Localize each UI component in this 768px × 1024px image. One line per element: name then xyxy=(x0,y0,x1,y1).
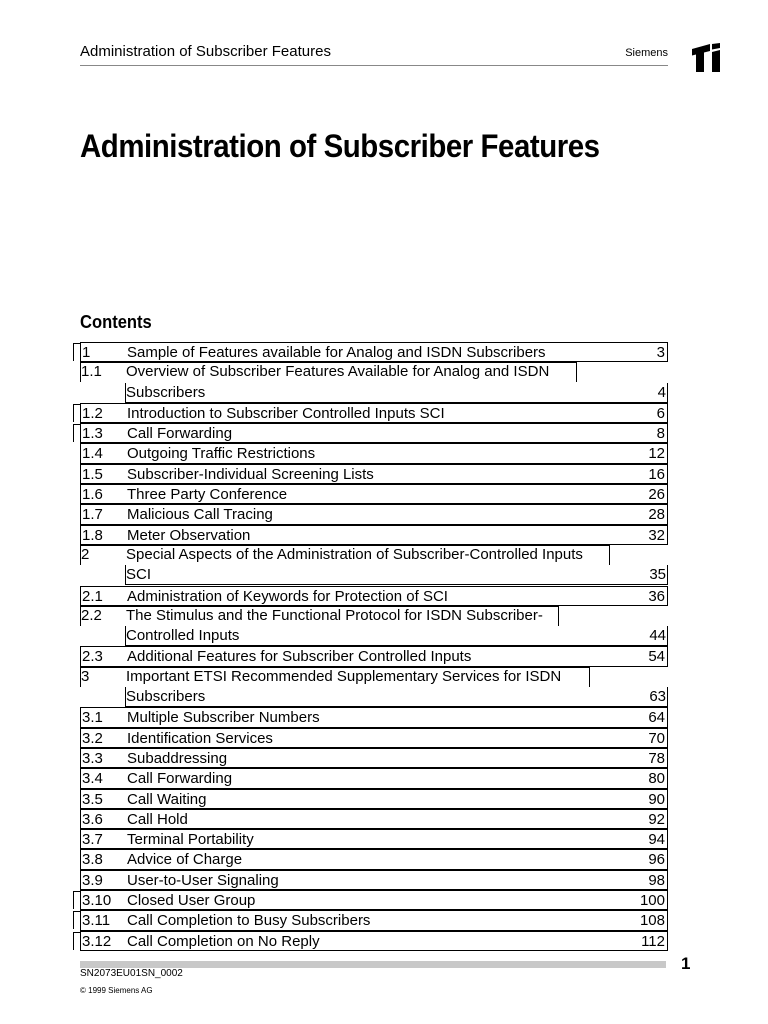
toc-entry-line xyxy=(80,525,668,545)
toc-entry-title: Subaddressing xyxy=(127,749,228,767)
toc-entry-line xyxy=(80,707,668,727)
toc-entry[interactable] xyxy=(80,443,668,463)
toc-entry[interactable] xyxy=(80,829,668,849)
toc-entry-page: 63 xyxy=(649,688,666,706)
toc-entry[interactable] xyxy=(80,646,668,666)
footer-rule xyxy=(80,961,666,968)
running-header xyxy=(80,43,668,65)
toc-entry[interactable] xyxy=(80,931,668,951)
toc-entry-title: Additional Features for Subscriber Controlled Inputs xyxy=(127,648,472,666)
toc-entry-page: 6 xyxy=(656,404,665,422)
toc-entry-title: Meter Observation xyxy=(127,526,251,544)
toc-entry-frame xyxy=(125,383,668,403)
toc-entry-marker xyxy=(73,932,81,950)
toc-entry-line xyxy=(80,464,668,484)
toc-entry-number: 2.2 xyxy=(81,606,102,624)
toc-entry-line xyxy=(80,423,668,443)
toc-entry-line xyxy=(80,586,668,606)
toc-entry-title: Important ETSI Recommended Supplementary Services for ISDN xyxy=(126,667,562,685)
toc-entry-title: The Stimulus and the Functional Protocol for ISDN Subscriber- xyxy=(126,606,543,624)
toc-entry-page: 98 xyxy=(648,871,665,889)
toc-entry-line xyxy=(80,849,668,869)
toc-entry-page: 92 xyxy=(648,810,665,828)
toc-entry-number: 1.6 xyxy=(82,486,103,504)
toc-entry-marker xyxy=(73,911,81,929)
toc-entry-line xyxy=(80,931,668,951)
toc-entry-line xyxy=(80,789,668,809)
toc-entry-number: 3.4 xyxy=(82,770,103,788)
running-header-brand: Siemens xyxy=(625,47,668,59)
toc-entry-title: Call Completion to Busy Subscribers xyxy=(127,912,371,930)
toc-entry-line xyxy=(80,484,668,504)
toc-entry[interactable] xyxy=(80,728,668,748)
toc-entry[interactable] xyxy=(80,586,668,606)
toc-entry-page: 3 xyxy=(656,344,665,361)
toc-entry-frame xyxy=(80,667,590,687)
toc-entry-line xyxy=(80,809,668,829)
toc-entry-number: 3.12 xyxy=(82,932,112,950)
toc-entry[interactable] xyxy=(80,870,668,890)
toc-entry-number: 1.2 xyxy=(82,404,103,422)
toc-entry-number: 1.3 xyxy=(82,425,103,443)
toc-entry-number: 1.8 xyxy=(82,526,103,544)
toc-entry-line xyxy=(80,768,668,788)
toc-entry-number: 1.4 xyxy=(82,445,103,463)
toc-entry[interactable] xyxy=(80,748,668,768)
toc-entry-line xyxy=(80,606,668,626)
toc-entry-title: Call Hold xyxy=(127,810,188,828)
toc-entry-marker xyxy=(73,891,81,909)
toc-entry-line xyxy=(80,728,668,748)
toc-entry-line xyxy=(80,667,668,687)
toc-entry-page: 70 xyxy=(648,729,665,747)
toc-entry[interactable] xyxy=(80,525,668,545)
toc-entry-line xyxy=(80,626,668,646)
table-of-contents xyxy=(80,342,668,951)
toc-entry-title-continued: Controlled Inputs xyxy=(126,627,240,645)
toc-entry[interactable] xyxy=(80,768,668,788)
toc-entry[interactable] xyxy=(80,849,668,869)
toc-entry-title: Call Waiting xyxy=(127,790,207,808)
toc-entry-marker xyxy=(73,404,81,422)
toc-entry-title: Identification Services xyxy=(127,729,273,747)
toc-entry-line xyxy=(80,443,668,463)
toc-entry[interactable] xyxy=(80,707,668,727)
toc-entry-title-continued: Subscribers xyxy=(126,688,206,706)
toc-entry-title: Closed User Group xyxy=(127,892,256,910)
toc-entry[interactable] xyxy=(80,667,668,708)
toc-entry-line xyxy=(80,383,668,403)
toc-entry-line xyxy=(80,565,668,585)
toc-entry-page: 94 xyxy=(648,831,665,849)
header-rule xyxy=(80,65,668,66)
toc-entry-title: Terminal Portability xyxy=(127,831,254,849)
toc-entry-page: 4 xyxy=(657,383,666,401)
toc-entry-page: 64 xyxy=(648,709,665,727)
toc-entry-page: 35 xyxy=(649,566,666,584)
toc-entry-number: 3.5 xyxy=(82,790,103,808)
toc-entry-number: 3.2 xyxy=(82,729,103,747)
siemens-ti-logo-icon xyxy=(690,43,724,73)
toc-entry-marker xyxy=(73,343,81,361)
toc-entry-title: Outgoing Traffic Restrictions xyxy=(127,445,316,463)
toc-entry-line xyxy=(80,870,668,890)
toc-entry-page: 108 xyxy=(639,912,665,930)
toc-entry-number: 2.3 xyxy=(82,648,103,666)
toc-entry-line xyxy=(80,687,668,707)
toc-entry-title: Call Forwarding xyxy=(127,425,233,443)
toc-entry-number: 3.11 xyxy=(82,912,111,930)
toc-entry-page: 44 xyxy=(649,627,666,645)
toc-entry-title: Malicious Call Tracing xyxy=(127,506,273,524)
toc-entry-number: 2 xyxy=(81,545,90,563)
toc-entry-frame xyxy=(80,606,559,626)
toc-entry-number: 3.8 xyxy=(82,851,103,869)
document-title: Administration of Subscriber Features xyxy=(80,128,600,164)
toc-entry-line xyxy=(80,504,668,524)
toc-entry[interactable] xyxy=(80,342,668,362)
toc-entry[interactable] xyxy=(80,423,668,443)
toc-entry[interactable] xyxy=(80,362,668,403)
toc-entry-page: 54 xyxy=(648,648,665,666)
toc-entry-title: Special Aspects of the Administration of Subscriber-Controlled Inputs xyxy=(126,545,583,563)
toc-entry-frame xyxy=(125,565,668,585)
toc-entry-page: 80 xyxy=(648,770,665,788)
page-number: 1 xyxy=(681,954,691,973)
toc-entry-page: 12 xyxy=(648,445,665,463)
toc-entry[interactable] xyxy=(80,403,668,423)
toc-entry-line xyxy=(80,342,668,362)
toc-entry-line xyxy=(80,646,668,666)
toc-entry-number: 3.3 xyxy=(82,749,103,767)
toc-entry[interactable] xyxy=(80,890,668,910)
toc-entry-number: 1.5 xyxy=(82,465,103,483)
toc-entry-frame xyxy=(125,687,668,707)
toc-entry-title-continued: Subscribers xyxy=(126,383,206,401)
toc-entry[interactable] xyxy=(80,484,668,504)
toc-entry-page: 26 xyxy=(648,486,665,504)
toc-entry-title: Call Completion on No Reply xyxy=(127,932,320,950)
toc-entry-line xyxy=(80,829,668,849)
toc-entry-page: 8 xyxy=(656,425,665,443)
toc-entry-page: 28 xyxy=(648,506,665,524)
toc-entry-line xyxy=(80,403,668,423)
toc-entry-number: 3.1 xyxy=(82,709,103,727)
toc-entry-line xyxy=(80,748,668,768)
toc-entry-line xyxy=(80,890,668,910)
toc-entry-page: 112 xyxy=(641,932,665,950)
toc-entry-number: 3.9 xyxy=(82,871,103,889)
toc-entry-title: Overview of Subscriber Features Available for Analog and ISDN xyxy=(126,363,550,381)
toc-entry[interactable] xyxy=(80,606,668,647)
toc-entry-title: Administration of Keywords for Protection of SCI xyxy=(127,587,448,605)
toc-entry-page: 78 xyxy=(648,749,665,767)
copyright-notice: © 1999 Siemens AG xyxy=(80,986,153,995)
toc-entry-frame xyxy=(80,362,577,382)
toc-entry-frame xyxy=(80,545,610,565)
toc-entry-number: 1 xyxy=(82,344,91,361)
toc-entry-number: 3.7 xyxy=(82,831,103,849)
toc-entry[interactable] xyxy=(80,504,668,524)
toc-entry-page: 16 xyxy=(648,465,665,483)
toc-entry-title: Multiple Subscriber Numbers xyxy=(127,709,320,727)
toc-entry[interactable] xyxy=(80,910,668,930)
toc-entry[interactable] xyxy=(80,809,668,829)
toc-entry-number: 3 xyxy=(81,667,90,685)
toc-entry-title: Three Party Conference xyxy=(127,486,288,504)
running-header-title: Administration of Subscriber Features xyxy=(80,43,331,60)
toc-entry-marker xyxy=(73,424,81,442)
toc-entry-page: 32 xyxy=(648,526,665,544)
toc-entry-title: Introduction to Subscriber Controlled Inputs SCI xyxy=(127,404,445,422)
toc-entry-title: Subscriber-Individual Screening Lists xyxy=(127,465,374,483)
toc-entry[interactable] xyxy=(80,545,668,586)
toc-entry-title: Advice of Charge xyxy=(127,851,243,869)
document-code: SN2073EU01SN_0002 xyxy=(80,968,183,979)
toc-entry-line xyxy=(80,910,668,930)
toc-entry-title: Sample of Features available for Analog and ISDN Subscribers xyxy=(127,344,546,361)
toc-entry-page: 100 xyxy=(639,892,665,910)
toc-entry-page: 36 xyxy=(648,587,665,605)
toc-entry[interactable] xyxy=(80,464,668,484)
toc-entry-page: 90 xyxy=(648,790,665,808)
toc-entry[interactable] xyxy=(80,789,668,809)
toc-entry-number: 1.7 xyxy=(82,506,103,524)
toc-entry-line xyxy=(80,545,668,565)
contents-heading: Contents xyxy=(80,312,152,332)
toc-entry-title-continued: SCI xyxy=(126,566,152,584)
toc-entry-number: 1.1 xyxy=(81,363,102,381)
toc-entry-number: 3.10 xyxy=(82,892,112,910)
toc-entry-number: 3.6 xyxy=(82,810,103,828)
toc-entry-page: 96 xyxy=(648,851,665,869)
toc-entry-number: 2.1 xyxy=(82,587,103,605)
toc-entry-title: Call Forwarding xyxy=(127,770,233,788)
toc-entry-title: User-to-User Signaling xyxy=(127,871,279,889)
toc-entry-line xyxy=(80,362,668,382)
